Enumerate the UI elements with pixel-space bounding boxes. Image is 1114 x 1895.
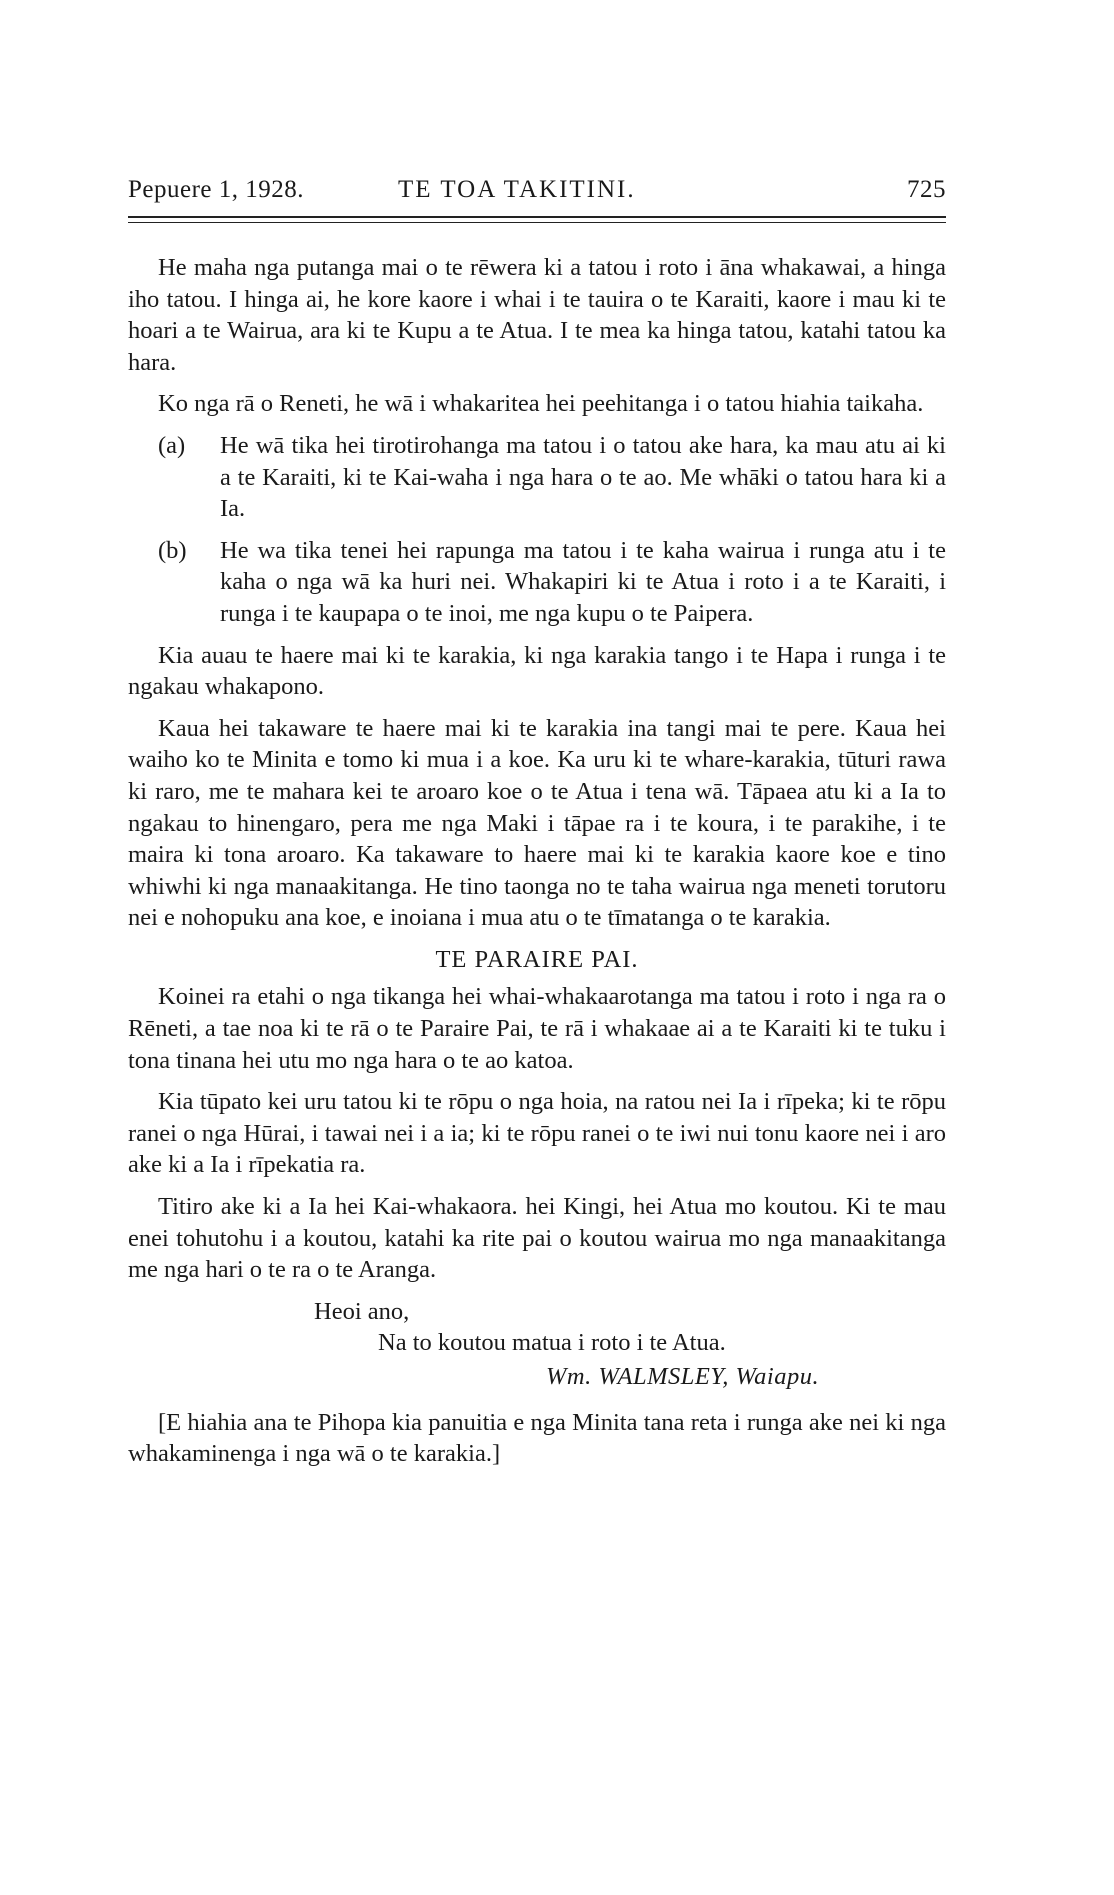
paragraph-1: He maha nga putanga mai o te rēwera ki a tatou i roto i āna whakawai, a hinga iho tatou. I hinga ai, he kore kaore i whai i te tauira o te Karaiti, kaore i mau ki te hoari a te Wairua, ara ki te Kupu a te Atua. I te mea ka hinga tatou, katahi tatou ka hara. [128,254,946,376]
paragraph-3: Kia auau te haere mai ki te karakia, ki nga karakia tango i te Hapa i runga i te ngakau whakapono. [128,641,946,701]
footnote-text: [E hiahia ana te Pihopa kia panuitia e nga Minita tana reta i runga ake nei ki nga whakaminenga i nga wā o te karakia.] [128,1408,946,1468]
running-header [128,176,946,210]
signature-name: Wm. WALMSLEY, Waiapu. [546,1363,820,1390]
section-heading: TE PARAIRE PAI. [435,945,639,973]
page-number: 725 [907,176,946,203]
paragraph-5: Koinei ra etahi o nga tikanga hei whai-whakaarotanga ma tatou i roto i nga ra o Rēneti, a tae noa ki te rā o te Paraire Pai, te rā i whakaae ai a te Karaiti ki te tuku i tona tinana hei utu mo nga hara o te ao katoa. [128,983,946,1074]
page [128,0,946,1895]
list-item-a [128,430,946,525]
paragraph-6: Kia tūpato kei uru tatou ki te rōpu o nga hoia, na ratou nei Ia i rīpeka; ki te rōpu ranei o nga Hūrai, i tawai nei i a ia; ki te rōpu ranei o te iwi nui tonu kaore nei i aro ake ki a Ia i rīpekatia ra. [128,1088,946,1179]
list-text-b: He wa tika tenei hei rapunga ma tatou i te kaha wairua i runga atu i te kaha o nga wā ka huri nei. Whakapiri ki te Atua i roto i a te Karaiti, i runga i te kaupapa o te inoi, me nga kupu o te Paipera. [220,536,946,627]
signature-line: Na to koutou matua i roto i te Atua. [378,1329,726,1357]
header-rule-thick [128,216,946,218]
article-body [128,252,946,1480]
header-date: Pepuere 1, 1928. [128,176,305,203]
list-label-a: (a) [158,431,186,459]
signature-closing: Heoi ano, [314,1297,410,1325]
paragraph-7: Titiro ake ki a Ia hei Kai-whakaora. hei Kingi, hei Atua mo koutou. Ki te mau enei tohutohu i a koutou, katahi ka rite pai o koutou wairua mo nga manaakitanga me nga hari o te ra o te Aranga. [128,1193,946,1284]
footnote [128,1407,946,1470]
header-title: TE TOA TAKITINI. [398,176,636,203]
header-rule-thin [128,222,946,223]
list-text-a: He wā tika hei tirotirohanga ma tatou i o tatou ake hara, ka mau atu ai ki a te Karaiti, ki te Kai-waha i nga hara o te ao. Me whāki o tatou hara ki a Ia. [220,431,946,523]
list-item-b [128,535,946,630]
paragraph-4: Kaua hei takaware te haere mai ki te karakia ina tangi mai te pere. Kaua hei waiho ko te Minita e tomo ki mua i a koe. Ka uru ki te whare-karakia, tūturi rawa ki raro, me te mahara kei te aroaro koe o te Atua i tena wā. Tāpaea atu ki a Ia to ngakau to hinengaro, pera me nga Maki i tāpae ra i te koura, i te parakihe, i te maira ki tona aroaro. Ka takaware to haere mai ki te karakia kaore koe e tino whiwhi ki nga manaakitanga. He tino taonga no te taha wairua nga meneti torutoru nei e nohopuku ana koe, e inoiana i mua atu o te tīmatanga o te karakia. [128,714,946,932]
paragraph-2: Ko nga rā o Reneti, he wā i whakaritea hei peehitanga i o tatou hiahia taikaha. [158,390,924,418]
list-label-b: (b) [158,536,187,564]
